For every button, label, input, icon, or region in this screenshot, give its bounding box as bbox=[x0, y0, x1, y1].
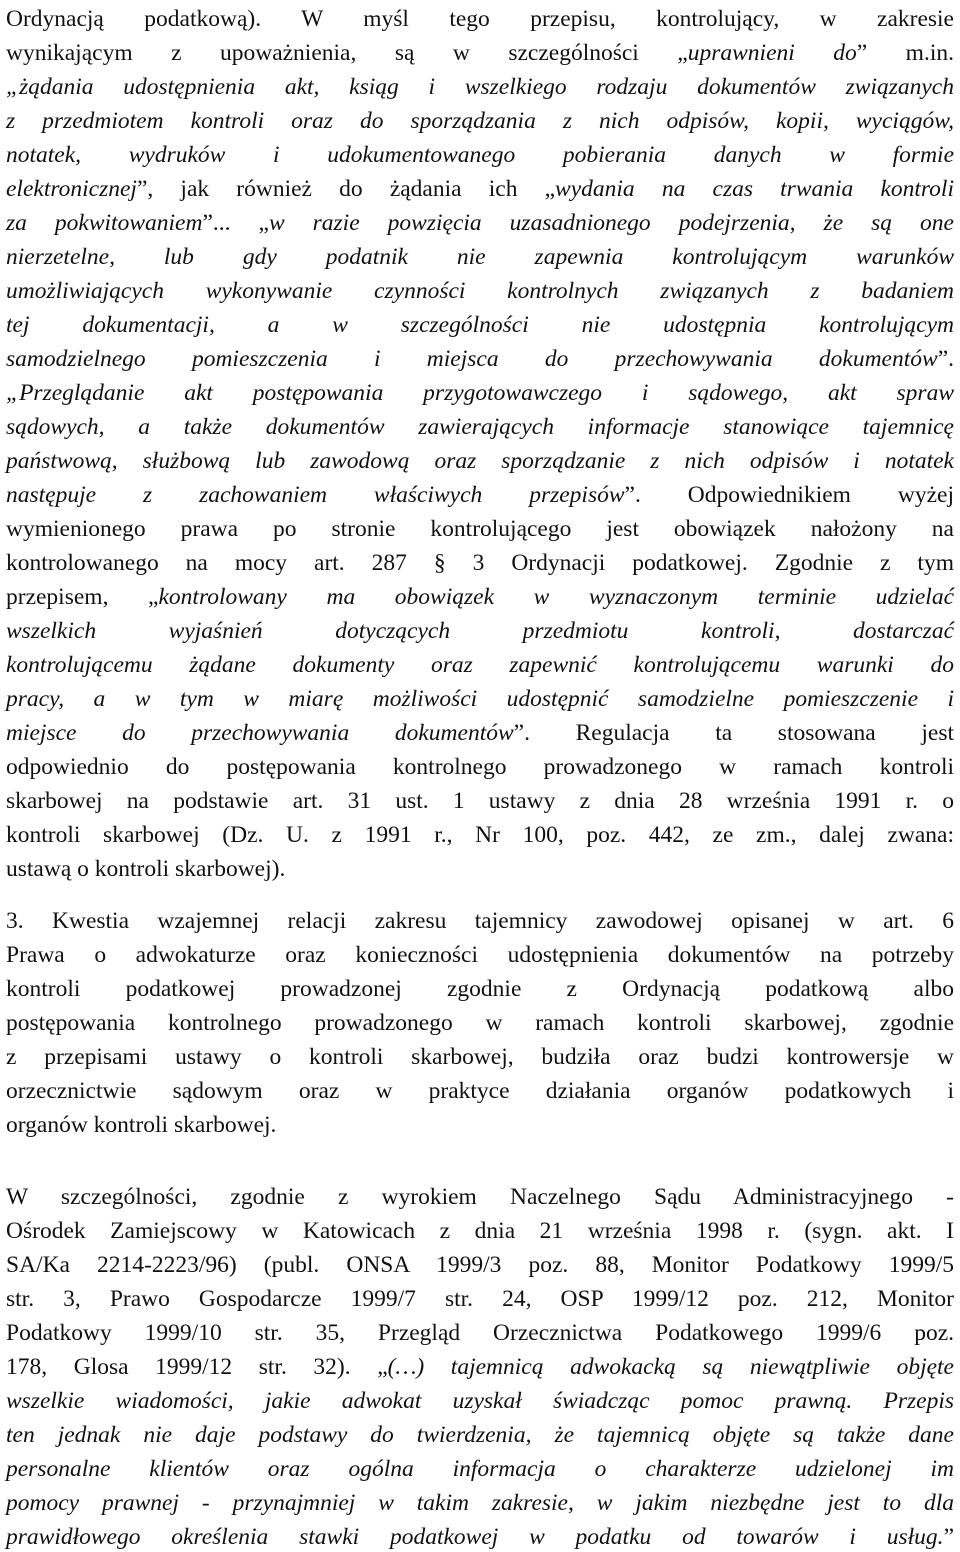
body-text: kontroli skarbowej (Dz. U. z 1991 r., Nr 100, poz. 442, ze zm., dalej zwana: bbox=[6, 822, 954, 848]
italic-quote-text: następuje z zachowaniem właściwych przepisów bbox=[6, 482, 625, 508]
text-line bbox=[6, 480, 954, 510]
body-text: orzecznictwie sądowym oraz w praktyce działania organów podatkowych i bbox=[6, 1078, 954, 1104]
body-text: ”... „ bbox=[202, 210, 269, 236]
italic-quote-text: prawidłowego określenia stawki podatkowej w podatku od towarów i usług. bbox=[6, 1524, 944, 1550]
body-text: skarbowej na podstawie art. 31 ust. 1 ustawy z dnia 28 września 1991 r. o bbox=[6, 788, 954, 814]
italic-quote-text: notatek, wydruków i udokumentowanego pobierania danych w formie bbox=[6, 142, 954, 168]
italic-quote-text: wszelkie wiadomości, jakie adwokat uzyskał świadcząc pomoc prawną. Przepis bbox=[6, 1388, 954, 1414]
body-text: SA/Ka 2214-2223/96) (publ. ONSA 1999/3 poz. 88, Monitor Podatkowy 1999/5 bbox=[6, 1252, 954, 1278]
text-line bbox=[6, 140, 954, 170]
text-line bbox=[6, 446, 954, 476]
italic-quote-text: samodzielnego pomieszczenia i miejsca do przechowywania dokumentów bbox=[6, 346, 938, 372]
text-line bbox=[6, 1284, 954, 1314]
body-text: ”. Regulacja ta stosowana jest bbox=[513, 720, 954, 746]
italic-quote-text: w razie powzięcia uzasadnionego podejrzenia, że są one bbox=[268, 210, 954, 236]
text-line bbox=[6, 1488, 954, 1518]
text-line bbox=[6, 344, 954, 374]
italic-quote-text: „Przeglądanie akt postępowania przygotowawczego i sądowego, akt spraw bbox=[6, 380, 954, 406]
italic-quote-text: uprawnieni do bbox=[687, 40, 857, 66]
text-line bbox=[6, 106, 954, 136]
body-text: Podatkowy 1999/10 str. 35, Przegląd Orzecznictwa Podatkowego 1999/6 poz. bbox=[6, 1320, 954, 1346]
body-text: str. 3, Prawo Gospodarcze 1999/7 str. 24, OSP 1999/12 poz. 212, Monitor bbox=[6, 1286, 954, 1312]
body-text: ” bbox=[943, 1524, 954, 1550]
text-line bbox=[6, 1386, 954, 1416]
body-text: odpowiednio do postępowania kontrolnego prowadzonego w ramach kontroli bbox=[6, 754, 954, 780]
text-line bbox=[6, 974, 954, 1004]
text-line bbox=[6, 1008, 954, 1038]
body-text: ”. Odpowiednikiem wyżej bbox=[624, 482, 954, 508]
italic-quote-text: sądowych, a także dokumentów zawierających informacje stanowiące tajemnicę bbox=[6, 414, 954, 440]
italic-quote-text: personalne klientów oraz ogólna informacja o charakterze udzielonej im bbox=[6, 1456, 954, 1482]
text-line bbox=[6, 548, 954, 578]
italic-quote-text: wszelkich wyjaśnień dotyczących przedmiotu kontroli, dostarczać bbox=[6, 618, 954, 644]
text-line bbox=[6, 906, 954, 936]
italic-quote-text: miejsce do przechowywania dokumentów bbox=[6, 720, 514, 746]
text-line bbox=[6, 1318, 954, 1348]
text-line bbox=[6, 786, 954, 816]
italic-quote-text: umożliwiających wykonywanie czynności kontrolnych związanych z badaniem bbox=[6, 278, 954, 304]
body-text: postępowania kontrolnego prowadzonego w ramach kontroli skarbowej, zgodnie bbox=[6, 1010, 954, 1036]
text-line bbox=[6, 1110, 954, 1140]
body-text: ”. bbox=[937, 346, 954, 372]
text-line bbox=[6, 1182, 954, 1212]
text-line bbox=[6, 412, 954, 442]
text-line bbox=[6, 650, 954, 680]
text-line bbox=[6, 1076, 954, 1106]
text-line bbox=[6, 1250, 954, 1280]
italic-quote-text: wydania na czas trwania kontroli bbox=[555, 176, 954, 202]
italic-quote-text: „żądania udostępnienia akt, ksiąg i wszelkiego rodzaju dokumentów związanych bbox=[6, 74, 954, 100]
body-text: ”, jak również do żądania ich „ bbox=[136, 176, 556, 202]
text-line bbox=[6, 38, 954, 68]
text-line bbox=[6, 940, 954, 970]
body-text: kontrolowanego na mocy art. 287 § 3 Ordynacji podatkowej. Zgodnie z tym bbox=[6, 550, 954, 576]
body-text: z przepisami ustawy o kontroli skarbowej, budziła oraz budzi kontrowersje w bbox=[6, 1044, 954, 1070]
italic-quote-text: elektronicznej bbox=[6, 176, 137, 202]
body-text: W szczególności, zgodnie z wyrokiem Naczelnego Sądu Administracyjnego - bbox=[6, 1184, 954, 1210]
body-text: ustawą o kontroli skarbowej). bbox=[6, 856, 286, 882]
text-line bbox=[6, 514, 954, 544]
body-text: 3. Kwestia wzajemnej relacji zakresu tajemnicy zawodowej opisanej w art. 6 bbox=[6, 908, 954, 934]
italic-quote-text: kontrolowany ma obowiązek w wyznaczonym terminie udzielać bbox=[158, 584, 954, 610]
text-line bbox=[6, 1420, 954, 1450]
text-line bbox=[6, 820, 954, 850]
text-line bbox=[6, 310, 954, 340]
italic-quote-text: kontrolującemu żądane dokumenty oraz zapewnić kontrolującemu warunki do bbox=[6, 652, 954, 678]
text-line bbox=[6, 1216, 954, 1246]
text-line bbox=[6, 72, 954, 102]
text-line bbox=[6, 208, 954, 238]
text-line bbox=[6, 276, 954, 306]
body-text: organów kontroli skarbowej. bbox=[6, 1112, 277, 1138]
italic-quote-text: pracy, a w tym w miarę możliwości udostępnić samodzielne pomieszczenie i bbox=[6, 686, 954, 712]
body-text: Ośrodek Zamiejscowy w Katowicach z dnia 21 września 1998 r. (sygn. akt. I bbox=[6, 1218, 954, 1244]
italic-quote-text: nierzetelne, lub gdy podatnik nie zapewnia kontrolującym warunków bbox=[6, 244, 954, 270]
italic-quote-text: pomocy prawnej - przynajmniej w takim zakresie, w jakim niezbędne jest to dla bbox=[6, 1490, 954, 1516]
body-text: ” m.in. bbox=[856, 40, 954, 66]
body-text: wynikającym z upoważnienia, są w szczególności „ bbox=[6, 40, 688, 66]
text-line bbox=[6, 378, 954, 408]
body-text: przepisem, „ bbox=[6, 584, 159, 610]
italic-quote-text: ten jednak nie daje podstawy do twierdzenia, że tajemnicą objęte są także dane bbox=[6, 1422, 954, 1448]
text-line bbox=[6, 752, 954, 782]
text-line bbox=[6, 174, 954, 204]
text-line bbox=[6, 1352, 954, 1382]
body-text: Ordynacją podatkową). W myśl tego przepisu, kontrolujący, w zakresie bbox=[6, 6, 954, 32]
body-text: wymienionego prawa po stronie kontrolującego jest obowiązek nałożony na bbox=[6, 516, 954, 542]
text-line bbox=[6, 854, 954, 884]
italic-quote-text: z przedmiotem kontroli oraz do sporządzania z nich odpisów, kopii, wyciągów, bbox=[6, 108, 954, 134]
text-line bbox=[6, 4, 954, 34]
italic-quote-text: (…) tajemnicą adwokacką są niewątpliwie objęte bbox=[387, 1354, 954, 1380]
text-line bbox=[6, 684, 954, 714]
body-text: kontroli podatkowej prowadzonej zgodnie z Ordynacją podatkową albo bbox=[6, 976, 954, 1002]
text-line bbox=[6, 582, 954, 612]
italic-quote-text: tej dokumentacji, a w szczególności nie udostępnia kontrolującym bbox=[6, 312, 954, 338]
text-line bbox=[6, 718, 954, 748]
body-text: 178, Glosa 1999/12 str. 32). „ bbox=[6, 1354, 388, 1380]
text-line bbox=[6, 1522, 954, 1552]
text-line bbox=[6, 242, 954, 272]
text-line bbox=[6, 1454, 954, 1484]
italic-quote-text: za pokwitowaniem bbox=[6, 210, 203, 236]
text-line bbox=[6, 1042, 954, 1072]
italic-quote-text: państwową, służbową lub zawodową oraz sporządzanie z nich odpisów i notatek bbox=[6, 448, 954, 474]
text-line bbox=[6, 616, 954, 646]
body-text: Prawa o adwokaturze oraz konieczności udostępnienia dokumentów na potrzeby bbox=[6, 942, 954, 968]
